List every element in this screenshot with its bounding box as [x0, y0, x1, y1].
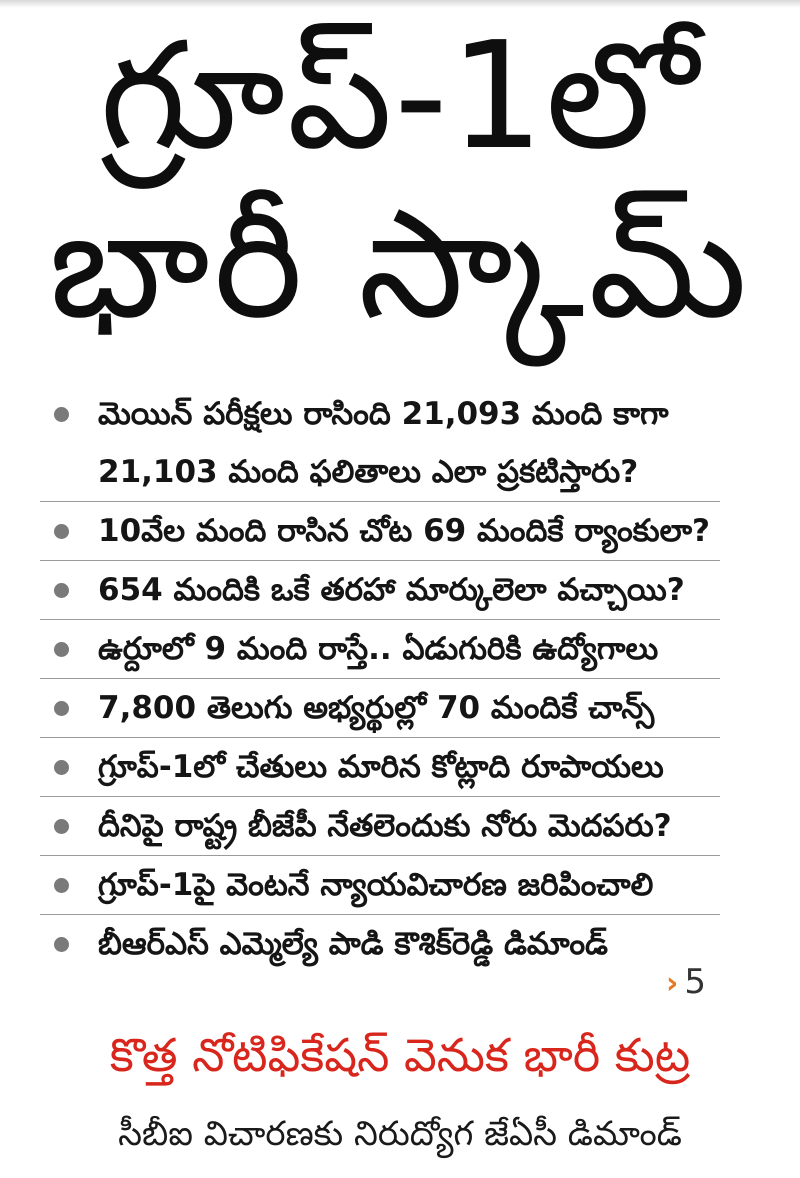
red-subheadline: కొత్త నోటిఫికేషన్ వెనుక భారీ కుట్ర: [109, 1028, 691, 1082]
bullet-dot-icon: [54, 701, 69, 716]
bullet-dot-icon: [54, 760, 69, 775]
bullet-dot-icon: [54, 524, 69, 539]
bullet-text: మెయిన్ పరీక్షలు రాసింది 21,093 మంది కాగా: [98, 396, 669, 432]
bullet-text: 654 మందికి ఒకే తరహా మార్కులెలా వచ్చాయి?: [98, 572, 685, 608]
bullet-list: [40, 385, 720, 973]
bullet-text: 7,800 తెలుగు అభ్యర్థుల్లో 70 మందికే చాన్స్: [98, 690, 655, 726]
bullet-text: ఉర్దూలో 9 మంది రాస్తే.. ఏడుగురికి ఉద్యోగాలు: [98, 631, 659, 667]
bullet-item: [40, 679, 720, 738]
bullet-dot-icon: [54, 407, 69, 422]
bullet-dot-icon: [54, 642, 69, 657]
bullet-text: బీఆర్ఎస్ ఎమ్మెల్యే పాడి కౌశిక్‌రెడ్డి డిమాండ్: [98, 926, 608, 962]
bullet-text: గ్రూప్-1పై వెంటనే న్యాయవిచారణ జరిపించాలి: [98, 867, 654, 903]
bullet-text: 10వేల మంది రాసిన చోట 69 మందికే ర్యాంకులా?: [98, 513, 711, 549]
bullet-dot-icon: [54, 819, 69, 834]
bullet-text: గ్రూప్-1లో చేతులు మారిన కోట్లాది రూపాయలు: [98, 749, 664, 785]
bullet-dot-icon: [54, 937, 69, 952]
bullet-item: [40, 738, 720, 797]
headline-line-2: భారీ స్కామ్: [48, 178, 752, 352]
bullet-text-continued: 21,103 మంది ఫలితాలు ఎలా ప్రకటిస్తారు?: [98, 454, 639, 490]
bullet-item: [40, 915, 720, 973]
bullet-item: [40, 385, 720, 502]
bullet-item: [40, 856, 720, 915]
page-number: 5: [684, 962, 707, 1002]
top-page-edge: [0, 0, 800, 8]
bullet-item: [40, 620, 720, 679]
bullet-dot-icon: [54, 583, 69, 598]
chevron-right-icon: ›: [666, 966, 679, 1001]
bullet-dot-icon: [54, 878, 69, 893]
headline-line-1: గ్రూప్-1లో: [99, 10, 701, 182]
black-subheadline: సీబీఐ విచారణకు నిరుద్యోగ జేఏసీ డిమాండ్: [118, 1114, 682, 1154]
continued-page-reference: [666, 962, 706, 1002]
bullet-item: [40, 502, 720, 561]
bullet-item: [40, 797, 720, 856]
bullet-item: [40, 561, 720, 620]
bullet-text: దీనిపై రాష్ట్ర బీజేపీ నేతలెందుకు నోరు మెదపరు?: [98, 808, 672, 844]
